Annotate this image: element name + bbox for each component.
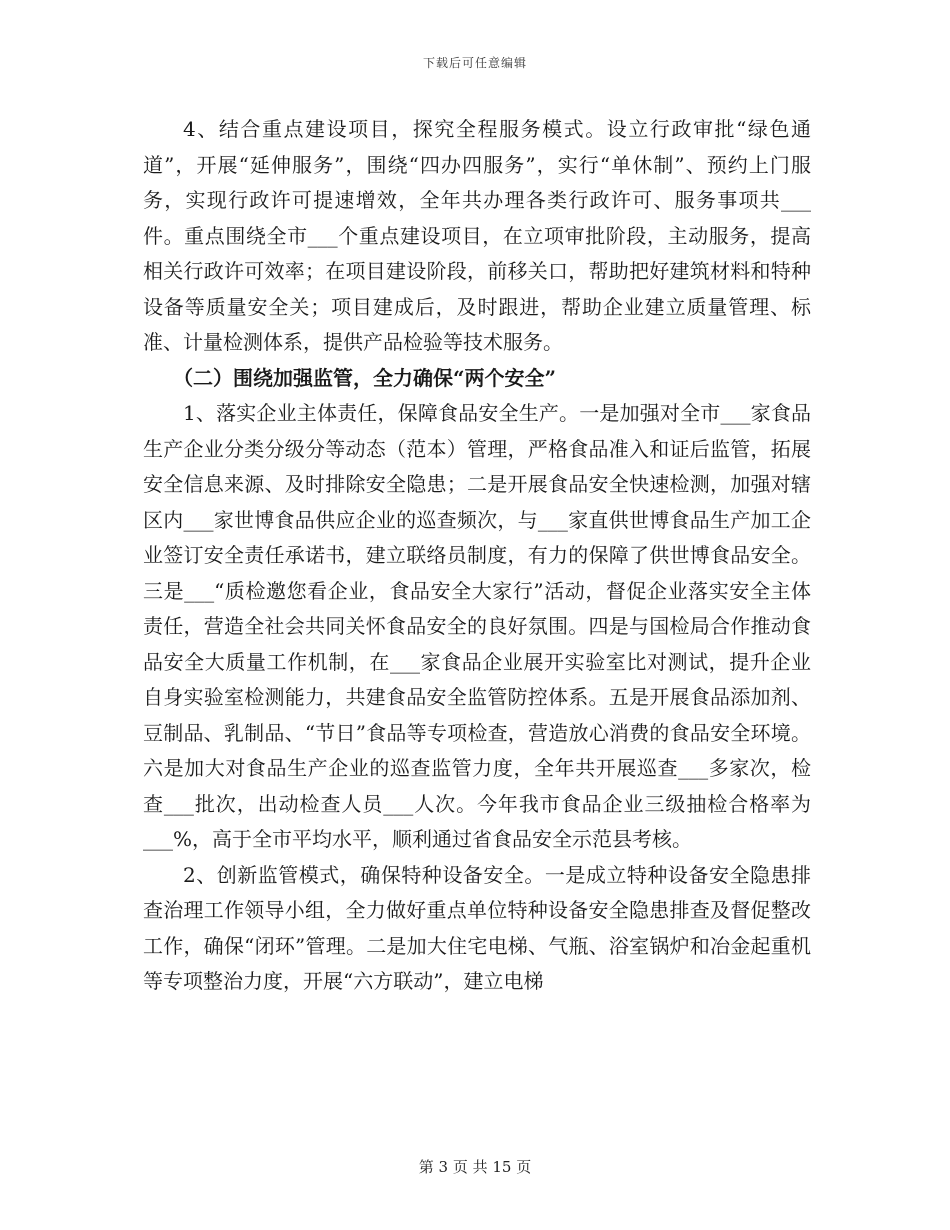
document-body xyxy=(143,112,811,1000)
section-heading: （二）围绕加强监管，全力确保“两个安全” xyxy=(173,365,557,390)
paragraph-item-4: 4、结合重点建设项目，探究全程服务模式。设立行政审批“绿色通道”，开展“延伸服务”，围绕“四办四服务”，实行“单休制”、预约上门服务，实现行政许可提速增效，全年共办理各类行政许可、服务事项共___件。重点围绕全市___个重点建设项目，在立项审批阶段，主动服务，提高相关行政许可效率；在项目建设阶段，前移关口，帮助把好建筑材料和特种设备等质量安全关；项目建成后，及时跟进，帮助企业建立质量管理、标准、计量检测体系，提供产品检验等技术服务。 xyxy=(143,117,811,354)
page-header: 下载后可任意编辑 xyxy=(422,56,527,70)
page-number-footer: 第 3 页 共 15 页 xyxy=(418,1158,532,1176)
paragraph-item-1: 1、落实企业主体责任，保障食品安全生产。一是加强对全市___家食品生产企业分类分级分等动态（范本）管理，严格食品准入和证后监管，拓展安全信息来源、及时排除安全隐患；二是开展食品安全快速检测，加强对辖区内___家世博食品供应企业的巡查频次，与___家直供世博食品生产加工企业签订安全责任承诺书，建立联络员制度，有力的保障了供世博食品安全。三是___“质检邀您看企业，食品安全大家行”活动，督促企业落实安全主体责任，营造全社会共同关怀食品安全的良好氛围。四是与国检局合作推动食品安全大质量工作机制，在___家食品企业展开实验室比对测试，提升企业自身实验室检测能力，共建食品安全监管防控体系。五是开展食品添加剂、豆制品、乳制品、“节日”食品等专项检查，营造放心消费的食品安全环境。六是加大对食品生产企业的巡查监管力度，全年共开展巡查___多家次，检查___批次，出动检查人员___人次。今年我市食品企业三级抽检合格率为___%，高于全市平均水平，顺利通过省食品安全示范县考核。 xyxy=(143,401,811,851)
paragraph-item-2: 2、创新监管模式，确保特种设备安全。一是成立特种设备安全隐患排查治理工作领导小组，全力做好重点单位特种设备安全隐患排查及督促整改工作，确保“闭环”管理。二是加大住宅电梯、气瓶、浴室锅炉和冶金起重机等专项整治力度，开展“六方联动”，建立电梯 xyxy=(143,862,811,993)
